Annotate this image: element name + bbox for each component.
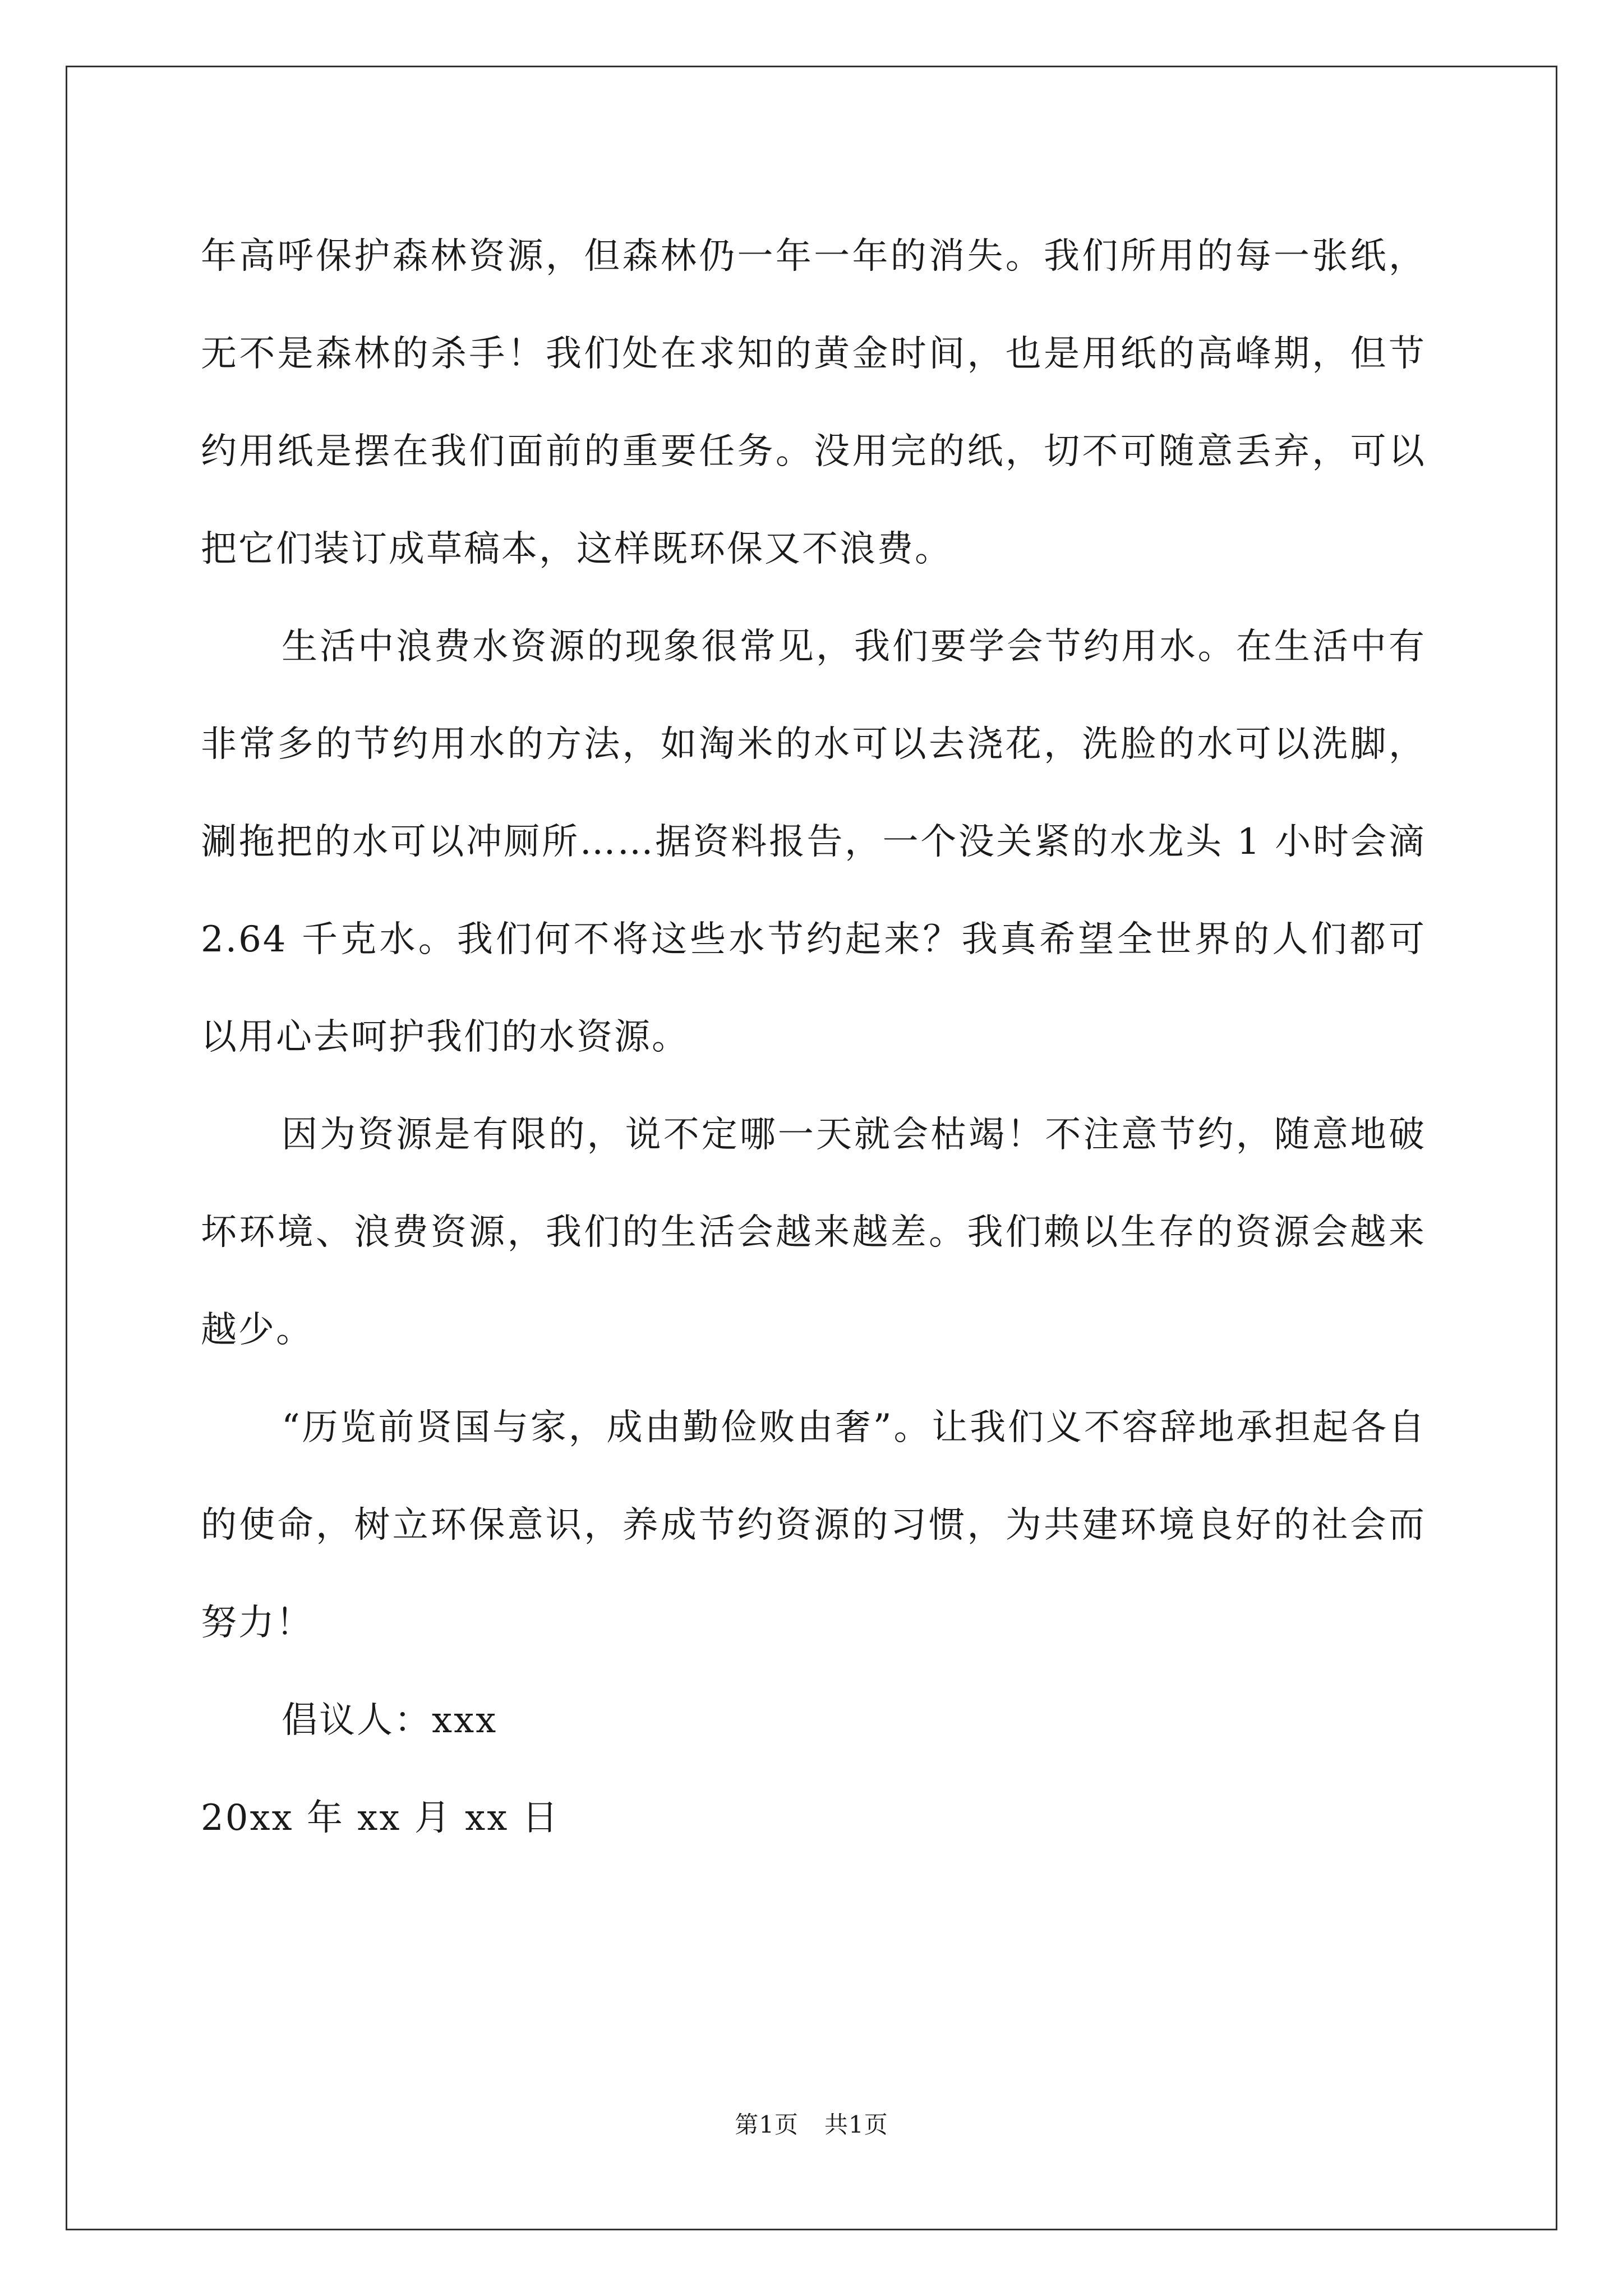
page-total: 共1页 bbox=[824, 2111, 888, 2138]
page-footer bbox=[0, 2106, 1623, 2140]
page-number: 第1页 bbox=[735, 2111, 799, 2138]
signature-line: 倡议人：xxx bbox=[282, 1700, 498, 1741]
paragraph-limited-resources: 因为资源是有限的，说不定哪一天就会枯竭！不注意节约，随意地破坏环境、浪费资源，我们的生活会越来越差。我们赖以生存的资源会越来越少。 bbox=[201, 1114, 1426, 1351]
paragraph-water-saving: 生活中浪费水资源的现象很常见，我们要学会节约用水。在生活中有非常多的节约用水的方法，如淘米的水可以去浇花，洗脸的水可以洗脚，涮拖把的水可以冲厕所……据资料报告，一个没关紧的水龙头 1 小时会滴 2.64 千克水。我们何不将这些水节约起来？我真希望全世界的人们都可以用心去呵护我们的水资源。 bbox=[201, 626, 1426, 1058]
date-line: 20xx 年 xx 月 xx 日 bbox=[201, 1797, 560, 1839]
document-body bbox=[201, 208, 1426, 1867]
paragraph-closing-call: “历览前贤国与家，成由勤俭败由奢”。让我们义不容辞地承担起各自的使命，树立环保意识，养成节约资源的习惯，为共建环境良好的社会而努力！ bbox=[201, 1407, 1426, 1644]
paragraph-forest-paper: 年高呼保护森林资源，但森林仍一年一年的消失。我们所用的每一张纸，无不是森林的杀手！我们处在求知的黄金时间，也是用纸的高峰期，但节约用纸是摆在我们面前的重要任务。没用完的纸，切不可随意丢弃，可以把它们装订成草稿本，这样既环保又不浪费。 bbox=[201, 236, 1426, 570]
